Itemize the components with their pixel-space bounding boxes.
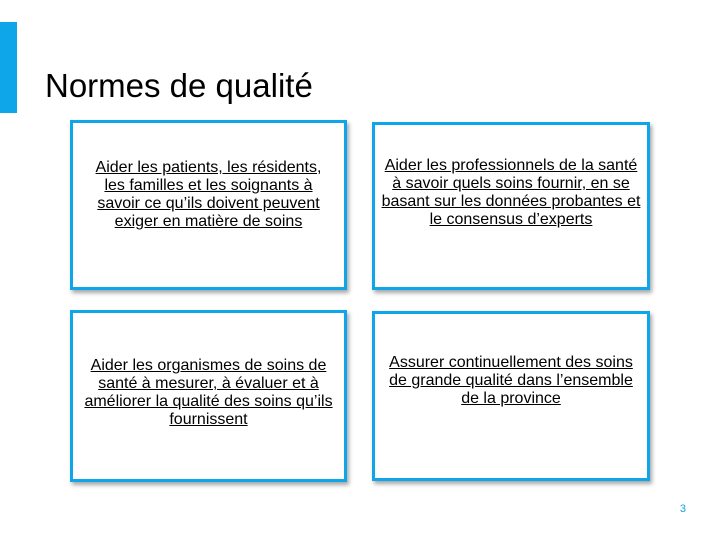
card-professionals-text: Aider les professionnels de la santé à savoir quels soins fournir, en se basant sur les données probantes et le consensus d’experts — [381, 157, 641, 228]
card-province-text: Assurer continuellement des soins de grande qualité dans l’ensemble de la province — [389, 354, 633, 407]
card-professionals — [372, 122, 650, 290]
card-patients-text: Aider les patients, les résidents, les familles et les soignants à savoir ce qu’ils doivent peuvent exiger en matière de soins — [95, 159, 322, 230]
card-organizations — [70, 310, 347, 482]
title-accent-bar — [0, 22, 17, 113]
card-province — [372, 311, 650, 481]
page-number: 3 — [679, 503, 686, 515]
card-patients — [70, 120, 347, 290]
card-organizations-text: Aider les organismes de soins de santé à mesurer, à évaluer et à améliorer la qualité des soins qu’ils fournissent — [84, 357, 333, 428]
page-title: Normes de qualité — [45, 67, 313, 105]
